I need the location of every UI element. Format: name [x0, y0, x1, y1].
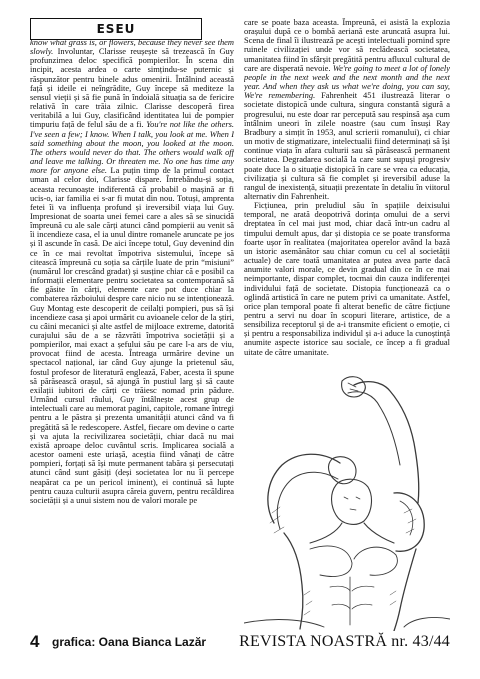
english-quote: We're going to meet a lot of lonely people in the next week and the next month and the next year. And when they ask us what we're doing, you can say, We're remembering. — [244, 62, 450, 101]
magazine-issue: REVISTA NOASTRĂ nr. 43/44 — [239, 633, 450, 650]
magazine-page — [30, 18, 450, 651]
body-text: care se poate baza aceasta. Împreună, ei asistă la explozia orașului după ce o bombă aeriană este aruncată asupra lui. Scena de final îi ilustrează pe acești intelectuali pornind spre ruinele civilizației unde vor să reclădească societatea, umanitatea fiind în sfârșit pregătită pentru afluxul cultural de care are disperată nevoie. — [244, 18, 450, 73]
english-quote: know what grass is, or flowers, because they never see them slowly. — [30, 38, 234, 57]
graphic-credit: grafica: Oana Bianca Lazăr — [52, 635, 207, 649]
english-quote: You're not like the others. I've seen a few; I know. When I talk, you look at me. When I said something about the moon, you looked at the moon. The others would never do that. The others would walk off and leave me talking. Or threaten me. No one has time any more for anyone else. — [30, 119, 234, 176]
pencil-drawing-illustration — [244, 373, 450, 631]
section-tag-label: ESEU — [96, 22, 136, 36]
body-text: Fahrenheit 451 ilustrează literar o societate distopică unde cultura, singura constantă sigură a progresului, nu este doar rar percepută sau respinsă aşa cum întâlnim uneori în zilele noastre (sau cum însuși Ray Bradbury a simțit în 1953, anul scrierii romanului), ci chiar un motiv de stigmatizare, intelectualii fiind determinați să își continue viața în afara culturii sau să părăsească permanent societatea. Degradarea socială la care sunt supuși progresiv poate duce la o situație distopică în care se vrea ca educația, civilizația și cultura să fie complet și ireversibil aduse la rangul de inexistență, situații prezentate în detaliu în viitorul alternativ din Fahrenheit. — [244, 90, 450, 201]
page-footer — [30, 633, 450, 651]
right_column-paragraph — [244, 201, 450, 357]
right_column-paragraph — [244, 18, 450, 201]
body-text: Involuntar, Clarisse reușește să trezească în Guy profunzimea deloc specifică pompierilor. În scena din incipit, acesta ardea o carte simțindu-se puternic și răspunzător pentru binele adus omenirii. Întâlnind această față și ideile ei neîngrădite, Guy începe să mediteze la sensul vieții și să fie pună în îndoială situația sa de fericire relativă în care trăia zilnic. Clarisse descoperă firea veritabilă a lui Guy, clasificând identitatea lui de pompier timpuriu față de felul său de a fi. — [30, 46, 234, 130]
page-number: 4 — [30, 632, 40, 651]
section-tag — [30, 18, 202, 40]
figure-drawing — [244, 373, 450, 631]
body-text: La puțin timp de la primul contact uman al celor doi, Clarisse dispare. Întrebându-și soția, aceasta recunoaște indiferentă că probabil o mașină ar fi ucis-o, iar familia ei s-ar fi mutat din nou. Totuși, amprenta fetei îi va influența profund și ireversibil viața lui Guy. Impresionat de soarta unei femei care a ales să se sinucidă împreună cu ale sale cărți atunci când pompierii au venit să îi incendieze casa, el ia unul dintre romanele aruncate pe jos și îl ascunde în casă. De aici începe totul, Guy devenind din ce în ce mai revoltat împotriva sistemului, începe să citească împreună cu soția sa cărțile luate de prin “misiuni” (numărul lor crescând gradat) și susține chiar că e posibil ca informații elementare pentru societatea sa contemporană să fie găsite în cărți, elemente care pot duce chiar la combaterea războiului despre care nicio nu se intenționează. Guy Montag este descoperit de ceilalți pompieri, pus să își incendieze casa și apoi urmărit cu avioanele celor de la știri, cu câini mecanici și alte astfel de mijloace extreme, datorită curajului său de a se răzvrăti împotriva societății și a pompierilor, mai exact a șefului său pe care l-a ars de viu, provocat fiind de acesta. Întreaga urmărire devine un spectacol național, iar când Guy ajunge la prietenul său, fostul profesor de literatură englează, Faber, acesta îi spune să părăsească orașul, să ajungă în pustiul larg și să caute exilații iubitori de cărți ce trăiesc nomad prin pădure. Urmând cursul râului, Guy întâlnește acest grup de intelectuali care au memorat pagini, capitole, romane întregi pentru a le păstra și prezenta umanității atunci când va fi pregătită să le redescopere. Astfel, fiecare om devine o carte și va ajuta la recivilizarea societății, chiar dacă nu mai există aproape deloc cuvântul scris. Implicarea socială a acestor oameni este uriașă, aceștia fiind vânați de către pompieri, forțați să își mute permanent tabăra și persecutați atunci când sunt găsiți (deși societatea lor nu îi percepe neapărat ca pe un pericol iminent), ei continuă să lupte pentru cauza culturii asupra căreia guvern, pentru recăldirea societății și a unui sistem nou de valori morale pe — [30, 165, 234, 505]
left_column-paragraph — [30, 38, 234, 505]
left-text-column — [30, 38, 234, 613]
body-text: Ficțiunea, prin preludiul său în spațiile deixisului temporal, ne arată deopotrivă dorința omului de a servi dreptatea în cel mai just mod, chiar dacă într-un cadru al timpului demult apus, dar și distopia ce se poate transforma foarte ușor în realitatea (majoritatea operelor având la bază un istoric asemănător sau chiar comun cu cel al societății actuale) de care toată umanitatea ar putea avea parte dacă anumite valori morale, ce devin gradual din ce în ce mai neimportante, dispar complet, tocmai din cauza indiferenței individului față de societate. Distopia funcționează ca o oglindă artistică în care ne putem privi ca umanitate. Astfel, orice plan temporal poate fi alterat benefic de către ficțiune pentru a servi nu doar în scopuri literare, artistice, de a sensibiliza receptorul și de a-i transmite eficient o emoție, ci și pentru a responsabiliza individul și a-i aduce la cunoștință anumite aspecte istorice sau sociale, ce încep a fi gradual uitate de către umanitate. — [244, 200, 450, 357]
right-text-column — [244, 18, 450, 373]
